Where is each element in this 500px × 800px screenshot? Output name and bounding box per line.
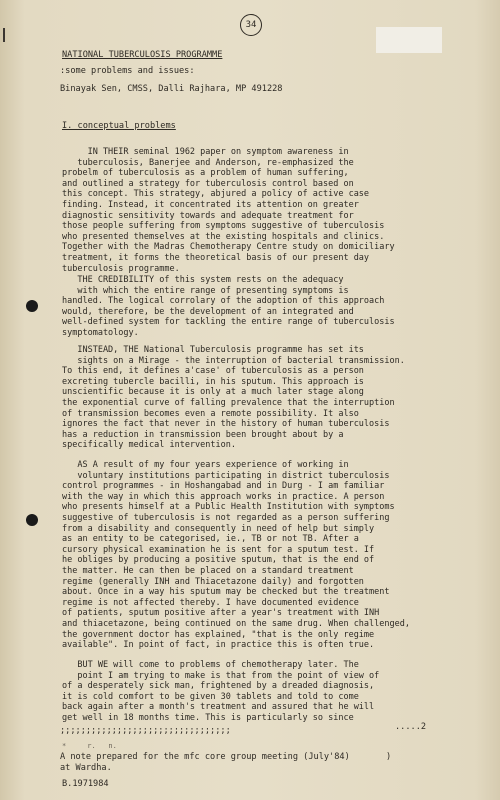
text-line: diagnostic sensitivity towards and adequate treatment for	[62, 210, 354, 221]
text-line: and thiacetazone, being continued on the same drug. When challenged,	[62, 618, 410, 629]
text-line: of patients, sputum positive after a year's treatment with INH	[62, 608, 380, 619]
text-line: available". In point of fact, in practice this is often true.	[62, 640, 375, 651]
text-line: AS A result of my four years experience of working in	[62, 460, 349, 470]
text-line: has a reduction in transmission been brought about by a	[62, 429, 344, 440]
text-line: with the way in which this approach works in practice. A person	[62, 491, 385, 502]
paragraph-5	[62, 660, 379, 724]
text-line: symptomatology.	[62, 327, 139, 338]
text-line: Together with the Madras Chemotherapy Centre study on domiciliary	[62, 242, 395, 253]
divider-line: ;;;;;;;;;;;;;;;;;;;;;;;;;;;;;;;;;	[60, 726, 231, 736]
text-line: cursory physical examination he is sent for a sputum test. If	[62, 544, 375, 555]
text-line: INSTEAD, THE National Tuberculosis programme has set its	[62, 345, 364, 355]
text-line: sights on a Mirage - the interruption of bacterial transmission.	[62, 355, 405, 366]
text-line: the matter. He can then be placed on a standard treatment	[62, 565, 354, 576]
footnote-line-2: at Wardha.	[60, 763, 112, 773]
text-line: specifically medical intervention.	[62, 440, 236, 451]
text-line: back again after a month's treatment and assured that he will	[62, 702, 375, 713]
text-line: tuberculosis, Banerjee and Anderson, re-emphasized the	[62, 157, 354, 168]
text-line: tuberculosis programme.	[62, 263, 180, 274]
text-line: of transmission becomes even a remote possibility. It also	[62, 408, 359, 419]
document-subtitle: :some problems and issues:	[60, 66, 195, 76]
paragraph-4	[62, 460, 410, 651]
text-line: the exponential curve of falling prevalence that the interruption	[62, 397, 395, 408]
text-line: of a desperately sick man, frightened by a dreaded diagnosis,	[62, 681, 375, 692]
footnote-marks: * r. n.	[62, 742, 117, 750]
text-line: THE CREDIBILITY of this system rests on the adequacy	[62, 275, 344, 285]
text-line: unscientific because it is only at a much later stage along	[62, 387, 364, 398]
text-line: suggestive of tuberculosis is not regarded as a person suffering	[62, 512, 390, 523]
text-line: finding. Instead, it concentrated its attention on greater	[62, 199, 359, 210]
text-line: who presents himself at a Public Health Institution with symptoms	[62, 502, 395, 513]
text-line: ignores the fact that never in the history of human tuberculosis	[62, 419, 390, 430]
text-line: who presented themselves at the existing hospitals and clinics.	[62, 231, 385, 242]
paragraph-2	[62, 275, 395, 339]
text-line: from a disability and consequently in need of help but simply	[62, 523, 375, 534]
text-line: regime (generally INH and Thiacetazone daily) and forgotten	[62, 576, 364, 587]
text-line: with which the entire range of presenting symptoms is	[62, 285, 349, 296]
text-line: treatment, it forms the theoretical basis of our present day	[62, 252, 370, 263]
text-line: IN THEIR seminal 1962 paper on symptom awareness in	[62, 147, 349, 157]
text-line: excreting tubercle bacilli, in his sputum. This approach is	[62, 376, 364, 387]
paragraph-3	[62, 345, 405, 451]
text-line: would, therefore, be the development of an integrated and	[62, 306, 354, 317]
text-line: BUT WE will come to problems of chemotherapy later. The	[62, 660, 359, 670]
text-line: as an entity to be categorised, ie., TB or not TB. After a	[62, 534, 359, 545]
text-line: point I am trying to make is that from the point of view of	[62, 670, 380, 681]
white-patch	[376, 27, 442, 53]
footnote-line-1: A note prepared for the mfc core group meeting (July'84) )	[60, 752, 392, 762]
text-line: voluntary institutions participating in district tuberculosis	[62, 470, 390, 481]
page-number: 34	[240, 14, 262, 36]
text-line: probelm of tuberculosis as a problem of human suffering,	[62, 168, 349, 179]
text-line: he obliges by producing a positive sputum, that is the end of	[62, 555, 375, 566]
text-line: it is cold comfort to be given 30 tablets and told to come	[62, 691, 359, 702]
text-line: well-defined system for tackling the entire range of tuberculosis	[62, 317, 395, 328]
text-line: about. Once in a way his sputum may be checked but the treatment	[62, 587, 390, 598]
document-title: NATIONAL TUBERCULOSIS PROGRAMME	[62, 50, 223, 60]
text-line: handled. The logical corrolary of the adoption of this approach	[62, 296, 385, 307]
text-line: this concept. This strategy, abjured a policy of active case	[62, 189, 370, 200]
text-line: those people suffering from symptoms suggestive of tuberculosis	[62, 221, 385, 232]
paragraph-1	[62, 147, 395, 274]
margin-mark	[3, 28, 11, 42]
text-line: get well in 18 months time. This is particularly so since	[62, 712, 354, 723]
continuation-marker: .....2	[395, 722, 427, 732]
punch-hole-top	[26, 300, 38, 312]
text-line: To this end, it defines a'case' of tuberculosis as a person	[62, 366, 364, 377]
text-line: the government doctor has explained, "that is the only regime	[62, 629, 375, 640]
text-line: regime is not affected thereby. I have documented evidence	[62, 597, 359, 608]
punch-hole-bottom	[26, 514, 38, 526]
text-line: and outlined a strategy for tuberculosis control based on	[62, 178, 354, 189]
author-line: Binayak Sen, CMSS, Dalli Rajhara, MP 491228	[60, 84, 283, 94]
archive-code: B.1971984	[62, 779, 109, 789]
text-line: control programmes - in Hoshangabad and in Durg - I am familiar	[62, 481, 385, 492]
section-heading: I. conceptual problems	[62, 121, 176, 131]
